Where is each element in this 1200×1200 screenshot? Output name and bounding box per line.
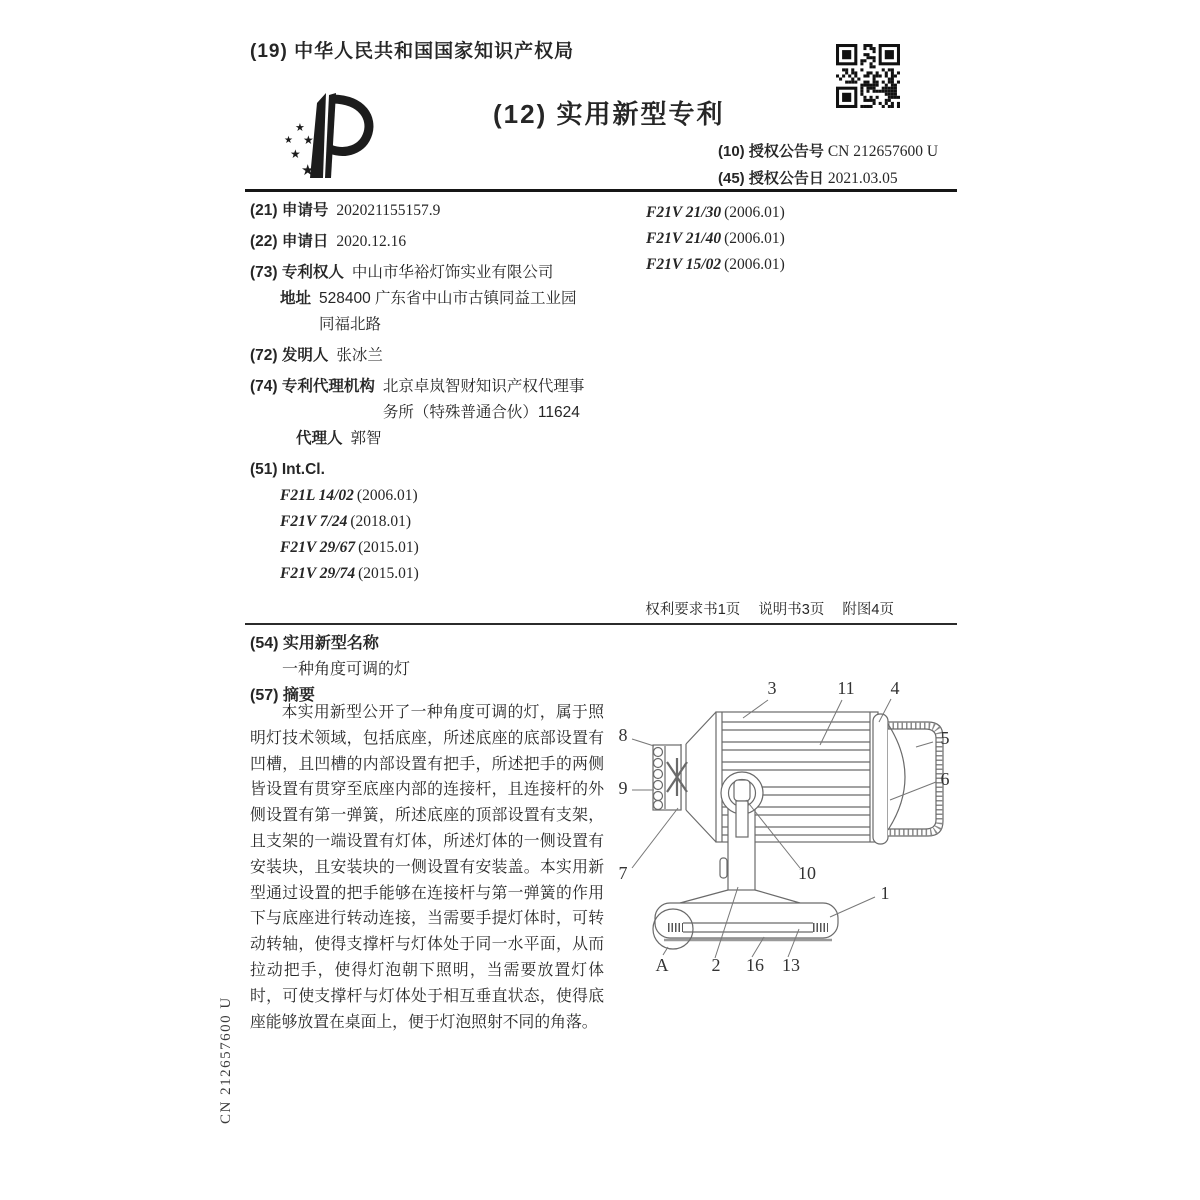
patentee-value: 中山市华裕灯饰实业有限公司 bbox=[351, 264, 554, 281]
ref-label-1: 1 bbox=[880, 883, 890, 903]
address-label: 地址 bbox=[280, 290, 312, 307]
application-number-row bbox=[250, 198, 622, 224]
ref-label-16: 16 bbox=[746, 955, 764, 975]
svg-text:★: ★ bbox=[290, 147, 301, 161]
ipc-classification: F21V 21/40 (2006.01) bbox=[646, 230, 785, 247]
application-number-label: (21) 申请号 bbox=[250, 202, 329, 219]
ref-label-6: 6 bbox=[940, 769, 950, 789]
agent-label: 代理人 bbox=[296, 430, 343, 447]
address-row bbox=[250, 286, 622, 338]
application-date-row bbox=[250, 229, 622, 255]
abstract-text: 本实用新型公开了一种角度可调的灯，属于照明灯技术领域，包括底座，所述底座的底部设置有凹槽，且凹槽的内部设置有把手，所述把手的两侧皆设置有贯穿至底座内部的连接杆，且连接杆的外侧设置有第一弹簧，所述底座的顶部设置有支架，且支架的一端设置有灯体，所述灯体的一侧设置有安装块，且安装块的一侧设置有安装盖。本实用新型通过设置的把手能够在连接杆与第一弹簧的作用下与底座进行转动连接，当需要手提灯体时，可转动转轴，使得支撑杆与灯体处于同一水平面，从而拉动把手，使得灯泡朝下照明，当需要放置灯体时，可使支撑杆与灯体处于相互垂直状态，使得底座能够放置在桌面上，便于灯泡照射不同的角落。 bbox=[250, 704, 604, 1031]
application-date-label: (22) 申请日 bbox=[250, 233, 329, 250]
ipc-classification: F21L 14/02 (2006.01) bbox=[280, 487, 418, 504]
ipc-classification: F21V 7/24 (2018.01) bbox=[280, 513, 412, 530]
section-divider bbox=[245, 623, 957, 625]
publication-date-value: 2021.03.05 bbox=[827, 170, 898, 187]
ref-label-13: 13 bbox=[782, 955, 800, 975]
intcl-label: (51) Int.Cl. bbox=[250, 461, 325, 478]
description-pages: 说明书3页 bbox=[758, 602, 825, 618]
patentee-row bbox=[250, 260, 622, 286]
inventor-row bbox=[250, 343, 622, 369]
ref-label-5: 5 bbox=[940, 728, 950, 748]
publication-number-label: (10) 授权公告号 bbox=[718, 143, 824, 160]
invention-title: 一种角度可调的灯 bbox=[282, 661, 411, 678]
front-ring bbox=[873, 714, 888, 844]
header-divider bbox=[245, 189, 957, 192]
publication-date-label: (45) 授权公告日 bbox=[718, 170, 824, 187]
title-section-label: (54) 实用新型名称 bbox=[250, 635, 379, 652]
intcl-row bbox=[250, 457, 622, 483]
patent-drawing bbox=[608, 656, 960, 991]
ipc-classification: F21V 15/02 (2006.01) bbox=[646, 256, 785, 273]
ipc-classification: F21V 21/30 (2006.01) bbox=[646, 204, 785, 221]
patent-office-name: (19) 中华人民共和国国家知识产权局 bbox=[250, 41, 575, 62]
document-kind-title: (12) 实用新型专利 bbox=[493, 99, 725, 129]
application-number-value: 202021155157.9 bbox=[336, 202, 441, 219]
inventor-value: 张冰兰 bbox=[336, 347, 383, 364]
svg-text:★: ★ bbox=[295, 122, 305, 134]
document-pages-summary bbox=[600, 598, 894, 619]
agency-value: 北京卓岚智财知识产权代理事务所（特殊普通合伙）11624 bbox=[382, 378, 585, 421]
agent-row bbox=[250, 426, 622, 452]
agency-label: (74) 专利代理机构 bbox=[250, 378, 375, 395]
margin-document-id: CN 212657600 U bbox=[218, 996, 234, 1124]
address-value: 528400 广东省中山市古镇同益工业园同福北路 bbox=[319, 290, 577, 333]
abstract-section-label: (57) 摘要 bbox=[250, 687, 315, 704]
svg-text:★: ★ bbox=[301, 162, 315, 179]
ref-label-3: 3 bbox=[767, 678, 777, 698]
ipc-classification: F21V 29/74 (2015.01) bbox=[280, 565, 419, 582]
ref-label-2: 2 bbox=[711, 955, 721, 975]
qr-code bbox=[836, 44, 900, 108]
publication-date-line bbox=[718, 167, 898, 188]
ref-label-11: 11 bbox=[837, 678, 855, 698]
svg-text:★: ★ bbox=[303, 133, 314, 147]
claims-pages: 权利要求书1页 bbox=[645, 602, 741, 618]
ref-label-8: 8 bbox=[618, 725, 628, 745]
svg-text:★: ★ bbox=[284, 135, 293, 146]
base bbox=[655, 903, 838, 938]
ref-label-A: A bbox=[655, 955, 669, 975]
cnipa-logo-icon bbox=[270, 86, 382, 190]
application-date-value: 2020.12.16 bbox=[336, 233, 407, 250]
bibliographic-right-column bbox=[646, 200, 958, 278]
ref-label-10: 10 bbox=[798, 863, 816, 883]
publication-number-value: CN 212657600 U bbox=[827, 143, 939, 160]
bibliographic-left-column bbox=[250, 198, 622, 587]
ref-label-7: 7 bbox=[618, 863, 628, 883]
patentee-label: (73) 专利权人 bbox=[250, 264, 344, 281]
ref-label-9: 9 bbox=[618, 778, 628, 798]
inventor-label: (72) 发明人 bbox=[250, 347, 329, 364]
ref-label-4: 4 bbox=[890, 678, 900, 698]
figures-pages: 附图4页 bbox=[842, 602, 894, 618]
publication-number-line bbox=[718, 140, 938, 161]
agent-value: 郭智 bbox=[350, 430, 382, 447]
ipc-classification: F21V 29/67 (2015.01) bbox=[280, 539, 419, 556]
agency-row bbox=[250, 374, 622, 426]
